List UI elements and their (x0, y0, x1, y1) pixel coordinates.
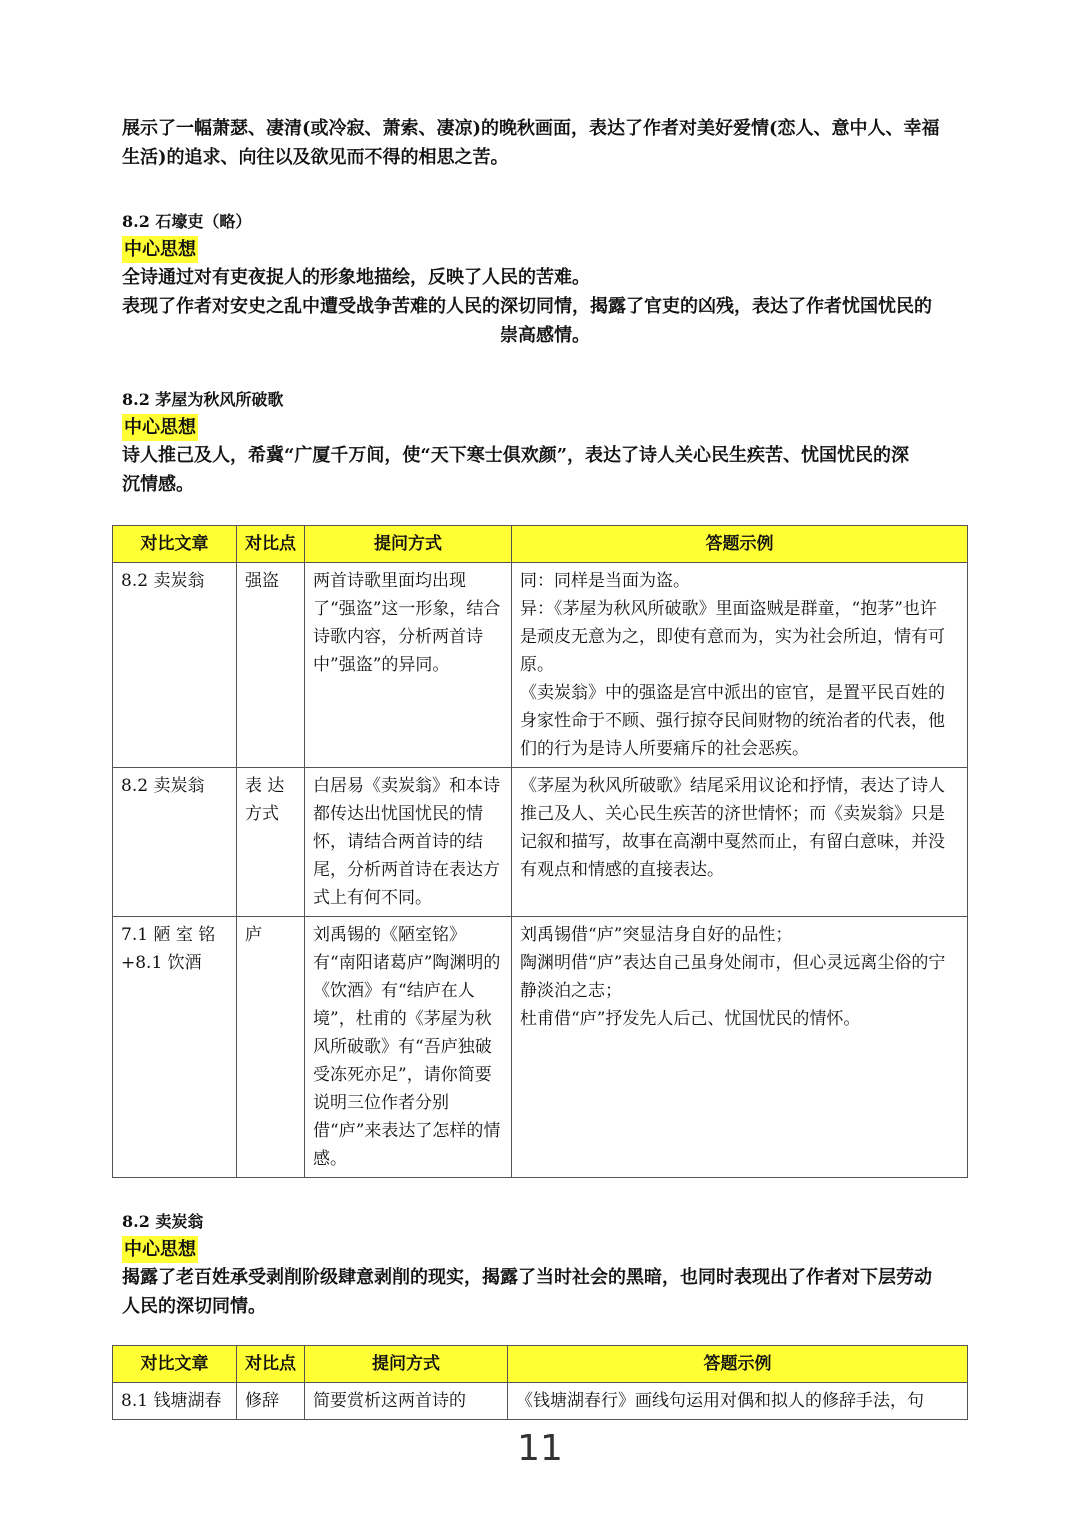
header-answer: 答题示例 (508, 1346, 968, 1383)
section-text-line: 诗人推己及人，希冀“广厦千万间，使“天下寒士俱欢颜”，表达了诗人关心民生疾苦、忧国忧民的深 (122, 445, 910, 466)
cell-question: 简要赏析这两首诗的 (305, 1383, 508, 1420)
answer-line: 同：同样是当面为盗。 (520, 571, 690, 591)
section-text-line: 揭露了老百姓承受剥削阶级肆意剥削的现实，揭露了当时社会的黑暗，也同时表现出了作者对下层劳动 (122, 1267, 932, 1288)
cell-article: 8.1 钱塘湖春 (113, 1383, 237, 1420)
cell-point: 表 达 方式 (237, 768, 305, 917)
answer-line: 陶渊明借“庐”表达自己虽身处闹市，但心灵远离尘俗的宁静淡泊之志； (520, 953, 946, 1001)
section-text-line: 表现了作者对安史之乱中遭受战争苦难的人民的深切同情，揭露了官吏的凶残，表达了作者忧国忧民的 (122, 296, 932, 317)
cell-answer (512, 917, 968, 1178)
answer-line: 《茅屋为秋风所破歌》结尾采用议论和抒情，表达了诗人推己及人、关心民生疾苦的济世情怀；而《卖炭翁》只是记叙和描写，故事在高潮中戛然而止，有留白意味，并没有观点和情感的直接表达。 (520, 776, 945, 880)
highlight-label: 中心思想 (122, 236, 198, 263)
cell-question: 白居易《卖炭翁》和本诗都传达出忧国忧民的情怀，请结合两首诗的结尾，分析两首诗在表达方式上有何不同。 (305, 768, 512, 917)
section-heading: 8.2 卖炭翁 (122, 1212, 204, 1231)
page-number: 11 (517, 1428, 563, 1469)
cell-point: 修辞 (237, 1383, 305, 1420)
section-heading: 8.2 茅屋为秋风所破歌 (122, 390, 284, 409)
highlight-label: 中心思想 (122, 414, 198, 441)
section-text-line: 人民的深切同情。 (122, 1296, 266, 1317)
header-point: 对比点 (237, 1346, 305, 1383)
cell-article: 8.2 卖炭翁 (113, 563, 237, 768)
document-body (122, 114, 968, 1420)
cell-answer (512, 563, 968, 768)
header-question: 提问方式 (305, 1346, 508, 1383)
header-answer: 答题示例 (512, 526, 968, 563)
intro-line-1: 展示了一幅萧瑟、凄清(或冷寂、萧索、凄凉)的晚秋画面，表达了作者对美好爱情(恋人、意中人、幸福 (122, 118, 940, 139)
cell-answer: 《钱塘湖春行》画线句运用对偶和拟人的修辞手法，句 (508, 1383, 968, 1420)
table-row (113, 917, 968, 1178)
section-text-line: 崇高感情。 (500, 325, 590, 346)
answer-line: 杜甫借“庐”抒发先人后己、忧国忧民的情怀。 (520, 1009, 861, 1029)
section-text-line: 沉情感。 (122, 474, 194, 495)
header-point: 对比点 (237, 526, 305, 563)
table-row (113, 563, 968, 768)
cell-point: 强盗 (237, 563, 305, 768)
highlight-label: 中心思想 (122, 1236, 198, 1263)
cell-question: 刘禹锡的《陋室铭》有“南阳诸葛庐”陶渊明的《饮酒》有“结庐在人境”，杜甫的《茅屋为秋风所破歌》有“吾庐独破受冻死亦足”，请你简要说明三位作者分别借“庐”来表达了怎样的情感。 (305, 917, 512, 1178)
header-article: 对比文章 (113, 1346, 237, 1383)
header-question: 提问方式 (305, 526, 512, 563)
comparison-table-1 (112, 525, 968, 1178)
answer-line: 《卖炭翁》中的强盗是宫中派出的宦官，是置平民百姓的身家性命于不顾、强行掠夺民间财物的统治者的代表，他们的行为是诗人所要痛斥的社会恶疾。 (520, 683, 945, 759)
table-header-row (113, 1346, 968, 1383)
cell-point: 庐 (237, 917, 305, 1178)
section-heading: 8.2 石壕吏（略） (122, 212, 252, 231)
section-text-line: 全诗通过对有吏夜捉人的形象地描绘，反映了人民的苦难。 (122, 267, 590, 288)
cell-article: 8.2 卖炭翁 (113, 768, 237, 917)
cell-answer (512, 768, 968, 917)
header-article: 对比文章 (113, 526, 237, 563)
table-row (113, 768, 968, 917)
comparison-table-2 (112, 1345, 968, 1420)
answer-line: 刘禹锡借“庐”突显洁身自好的品性； (520, 925, 793, 945)
answer-line: 异：《茅屋为秋风所破歌》里面盗贼是群童，“抱茅”也许 是顽皮无意为之，即使有意而为，实为社会所迫，情有可原。 (520, 599, 945, 675)
cell-article: 7.1 陋 室 铭 +8.1 饮酒 (113, 917, 237, 1178)
table-row (113, 1383, 968, 1420)
cell-question: 两首诗歌里面均出现了“强盗”这一形象，结合诗歌内容，分析两首诗中”强盗”的异同。 (305, 563, 512, 768)
intro-line-2: 生活)的追求、向往以及欲见而不得的相思之苦。 (122, 147, 509, 168)
table-header-row (113, 526, 968, 563)
